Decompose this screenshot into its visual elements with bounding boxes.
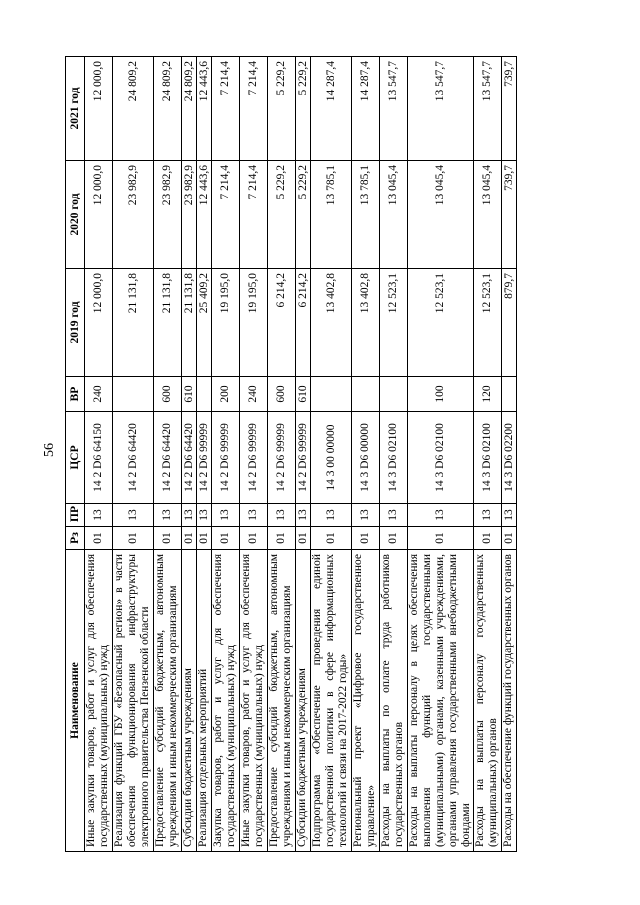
cell-2020: 13 045,4 [408, 161, 474, 269]
table-row [296, 57, 311, 852]
table-row [268, 57, 296, 852]
cell-pr: 13 [85, 504, 113, 527]
page-number: 56 [42, 443, 57, 457]
table-row [85, 57, 113, 852]
cell-vr [197, 377, 212, 412]
cell-rz: 01 [113, 527, 154, 550]
cell-vr: 600 [154, 377, 182, 412]
cell-vr: 100 [408, 377, 474, 412]
cell-2019: 13 402,8 [311, 269, 352, 377]
cell-2021: 24 809,2 [113, 57, 154, 161]
table-row [154, 57, 182, 852]
cell-2021: 5 229,2 [268, 57, 296, 161]
cell-2021: 5 229,2 [296, 57, 311, 161]
cell-2019: 6 214,2 [268, 269, 296, 377]
cell-pr: 13 [380, 504, 408, 527]
table-row [311, 57, 352, 852]
cell-vr: 610 [296, 377, 311, 412]
cell-pr: 13 [154, 504, 182, 527]
cell-2019: 12 523,1 [408, 269, 474, 377]
cell-pr: 13 [197, 504, 212, 527]
cell-2019: 6 214,2 [296, 269, 311, 377]
cell-pr: 13 [408, 504, 474, 527]
cell-name: Расходы на выплаты по оплате труда работников государственных органов [380, 550, 408, 852]
cell-csr: 14 3 D6 02100 [380, 412, 408, 504]
cell-2020: 23 982,9 [182, 161, 197, 269]
cell-vr: 240 [240, 377, 268, 412]
table-row [182, 57, 197, 852]
cell-2021: 13 547,7 [474, 57, 502, 161]
table-row [502, 57, 517, 852]
header-2019: 2019 год [66, 269, 85, 377]
cell-name: Подпрограмма «Обеспечение проведения единой государственной политики в сфере информационных технологий и связи на 2017-2022 годы» [311, 550, 352, 852]
cell-csr: 14 2 D6 99999 [212, 412, 240, 504]
cell-2021: 739,7 [502, 57, 517, 161]
cell-name: Субсидии бюджетным учреждениям [296, 550, 311, 852]
cell-rz: 01 [154, 527, 182, 550]
cell-2019: 19 195,0 [212, 269, 240, 377]
cell-2020: 7 214,4 [212, 161, 240, 269]
cell-vr: 600 [268, 377, 296, 412]
cell-2021: 24 809,2 [154, 57, 182, 161]
cell-2021: 14 287,4 [352, 57, 380, 161]
header-2020: 2020 год [66, 161, 85, 269]
cell-vr: 610 [182, 377, 197, 412]
cell-csr: 14 3 00 00000 [311, 412, 352, 504]
cell-name: Региональный проект «Цифровое государственное управление» [352, 550, 380, 852]
table-row [212, 57, 240, 852]
cell-rz: 01 [212, 527, 240, 550]
cell-pr: 13 [474, 504, 502, 527]
cell-csr: 14 3 D6 00000 [352, 412, 380, 504]
cell-vr [311, 377, 352, 412]
cell-csr: 14 2 D6 99999 [268, 412, 296, 504]
cell-rz: 01 [474, 527, 502, 550]
cell-pr: 13 [268, 504, 296, 527]
cell-rz: 01 [197, 527, 212, 550]
table-row [197, 57, 212, 852]
cell-2021: 13 547,7 [380, 57, 408, 161]
cell-rz: 01 [352, 527, 380, 550]
cell-csr: 14 3 D6 02100 [474, 412, 502, 504]
header-rz: Рз [66, 527, 85, 550]
cell-name: Иные закупки товаров, работ и услуг для обеспечения государственных (муниципальных) нужд [85, 550, 113, 852]
cell-2021: 12 000,0 [85, 57, 113, 161]
cell-2019: 12 523,1 [474, 269, 502, 377]
cell-2021: 14 287,4 [311, 57, 352, 161]
cell-2019: 21 131,8 [182, 269, 197, 377]
cell-pr: 13 [502, 504, 517, 527]
cell-2020: 739,7 [502, 161, 517, 269]
cell-name: Субсидии бюджетным учреждениям [182, 550, 197, 852]
cell-2019: 12 523,1 [380, 269, 408, 377]
table-row [113, 57, 154, 852]
cell-name: Предоставление субсидий бюджетным, автономным учреждениям и иным некоммерческим организациям [154, 550, 182, 852]
cell-csr: 14 2 D6 99999 [240, 412, 268, 504]
cell-2020: 5 229,2 [268, 161, 296, 269]
cell-pr: 13 [352, 504, 380, 527]
cell-vr: 120 [474, 377, 502, 412]
cell-pr: 13 [182, 504, 197, 527]
cell-2020: 13 785,1 [352, 161, 380, 269]
cell-name: Реализация отдельных мероприятий [197, 550, 212, 852]
cell-pr: 13 [311, 504, 352, 527]
header-2021: 2021 год [66, 57, 85, 161]
cell-pr: 13 [212, 504, 240, 527]
cell-csr: 14 2 D6 99999 [197, 412, 212, 504]
cell-2020: 23 982,9 [154, 161, 182, 269]
cell-rz: 01 [408, 527, 474, 550]
cell-rz: 01 [311, 527, 352, 550]
cell-csr: 14 2 D6 64420 [154, 412, 182, 504]
cell-csr: 14 2 D6 64420 [182, 412, 197, 504]
cell-csr: 14 2 D6 99999 [296, 412, 311, 504]
cell-2021: 7 214,4 [212, 57, 240, 161]
cell-rz: 01 [296, 527, 311, 550]
cell-rz: 01 [502, 527, 517, 550]
cell-pr: 13 [240, 504, 268, 527]
cell-name: Расходы на обеспечение функций государственных органов [502, 550, 517, 852]
cell-vr [380, 377, 408, 412]
cell-2019: 19 195,0 [240, 269, 268, 377]
cell-rz: 01 [85, 527, 113, 550]
rotated-page-content [65, 57, 570, 852]
cell-vr [352, 377, 380, 412]
cell-pr: 13 [296, 504, 311, 527]
cell-vr [502, 377, 517, 412]
budget-table [65, 56, 517, 852]
cell-name: Закупка товаров, работ и услуг для обеспечения государственных (муниципальных) нужд [212, 550, 240, 852]
cell-name: Реализация функций ГБУ «Безопасный регион» в части обеспечения функционирования инфраструктуры электронного правительства Пензенской области [113, 550, 154, 852]
cell-rz: 01 [182, 527, 197, 550]
cell-2021: 24 809,2 [182, 57, 197, 161]
table-row [408, 57, 474, 852]
cell-2020: 5 229,2 [296, 161, 311, 269]
cell-2020: 12 443,6 [197, 161, 212, 269]
header-pr: ПР [66, 504, 85, 527]
cell-rz: 01 [268, 527, 296, 550]
cell-name: Расходы на выплаты персоналу в целях обеспечения выполнения функций государственными (муниципальными) органами, казенными учреждениями, органами управления государственными внебюджетными фондами [408, 550, 474, 852]
cell-vr: 240 [85, 377, 113, 412]
header-csr: ЦСР [66, 412, 85, 504]
cell-2021: 7 214,4 [240, 57, 268, 161]
table-row [240, 57, 268, 852]
cell-2020: 13 045,4 [474, 161, 502, 269]
table-row [380, 57, 408, 852]
table-header-row [66, 57, 85, 852]
cell-name: Иные закупки товаров, работ и услуг для обеспечения государственных (муниципальных) нужд [240, 550, 268, 852]
cell-2019: 21 131,8 [154, 269, 182, 377]
cell-2019: 21 131,8 [113, 269, 154, 377]
cell-vr: 200 [212, 377, 240, 412]
cell-2020: 23 982,9 [113, 161, 154, 269]
cell-2021: 13 547,7 [408, 57, 474, 161]
cell-csr: 14 3 D6 02200 [502, 412, 517, 504]
cell-2019: 12 000,0 [85, 269, 113, 377]
cell-2020: 13 785,1 [311, 161, 352, 269]
table-row [352, 57, 380, 852]
cell-vr [113, 377, 154, 412]
cell-name: Расходы на выплаты персоналу государственных (муниципальных) органов [474, 550, 502, 852]
cell-2020: 7 214,4 [240, 161, 268, 269]
cell-csr: 14 2 D6 64420 [113, 412, 154, 504]
cell-name: Предоставление субсидий бюджетным, автономным учреждениям и иным некоммерческим организациям [268, 550, 296, 852]
cell-2021: 12 443,6 [197, 57, 212, 161]
cell-rz: 01 [380, 527, 408, 550]
cell-pr: 13 [113, 504, 154, 527]
header-name: Наименование [66, 550, 85, 852]
cell-2020: 13 045,4 [380, 161, 408, 269]
cell-rz: 01 [240, 527, 268, 550]
cell-2019: 13 402,8 [352, 269, 380, 377]
cell-2019: 25 409,2 [197, 269, 212, 377]
cell-2020: 12 000,0 [85, 161, 113, 269]
table-row [474, 57, 502, 852]
cell-2019: 879,7 [502, 269, 517, 377]
cell-csr: 14 2 D6 64150 [85, 412, 113, 504]
cell-csr: 14 3 D6 02100 [408, 412, 474, 504]
header-vr: ВР [66, 377, 85, 412]
